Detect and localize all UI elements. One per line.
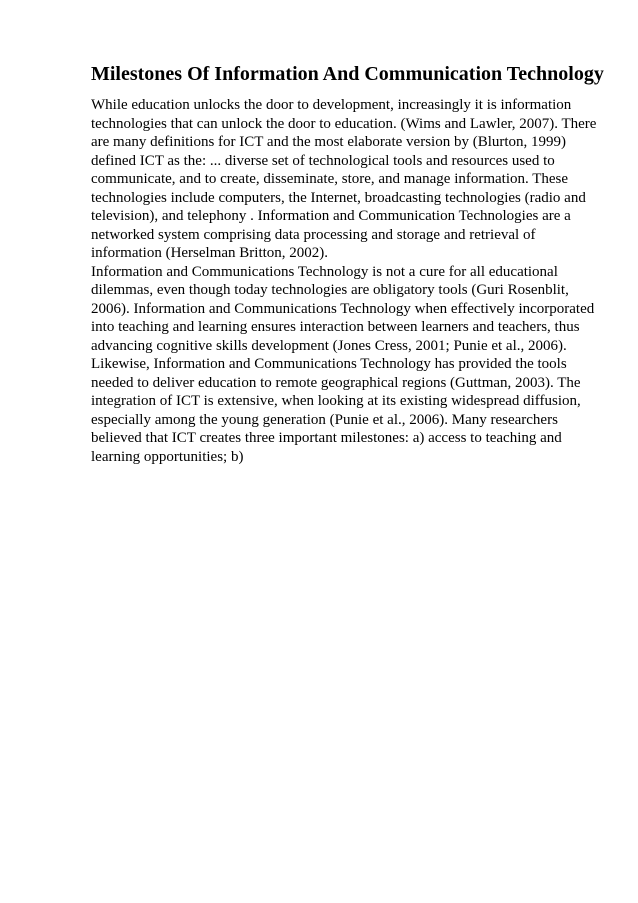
body-line: networked system comprising data processing and storage and retrieval of — [91, 226, 536, 243]
body-line: believed that ICT creates three important milestones: a) access to teaching and — [91, 430, 562, 446]
body-line: integration of ICT is extensive, when looking at its existing widespread diffusion, — [91, 393, 581, 409]
body-line: needed to deliver education to remote geographical regions (Guttman, 2003). The — [91, 374, 581, 391]
body-line: advancing cognitive skills development (Jones Cress, 2001; Punie et al., 2006). — [91, 337, 567, 354]
body-line: communicate, and to create, disseminate, store, and manage information. These — [91, 171, 569, 187]
body-line: defined ICT as the: ... diverse set of technological tools and resources used to — [91, 152, 555, 169]
body-line: learning opportunities; b) — [91, 448, 244, 465]
body-line: Information and Communications Technology is not a cure for all educational — [91, 263, 558, 280]
document-body — [91, 96, 597, 466]
body-line: While education unlocks the door to development, increasingly it is information — [91, 97, 572, 113]
body-line: are many definitions for ICT and the most elaborate version by (Blurton, 1999) — [91, 134, 567, 150]
body-line: dilemmas, even though today technologies are obligatory tools (Guri Rosenblit, — [91, 282, 569, 298]
body-line: technologies include computers, the Internet, broadcasting technologies (radio and — [91, 189, 586, 206]
body-line: 2006). Information and Communications Technology when effectively incorporated — [91, 300, 595, 317]
document-title: Milestones Of Information And Communication Technology — [91, 63, 604, 85]
body-line: information (Herselman Britton, 2002). — [91, 245, 329, 261]
body-line: Likewise, Information and Communications Technology has provided the tools — [91, 356, 567, 372]
body-line: technologies that can unlock the door to education. (Wims and Lawler, 2007). There — [91, 115, 597, 132]
body-line: television), and telephony . Information and Communication Technologies are a — [91, 208, 571, 224]
body-line: into teaching and learning ensures interaction between learners and teachers, thus — [91, 319, 580, 335]
body-line: especially among the young generation (Punie et al., 2006). Many researchers — [91, 411, 558, 428]
